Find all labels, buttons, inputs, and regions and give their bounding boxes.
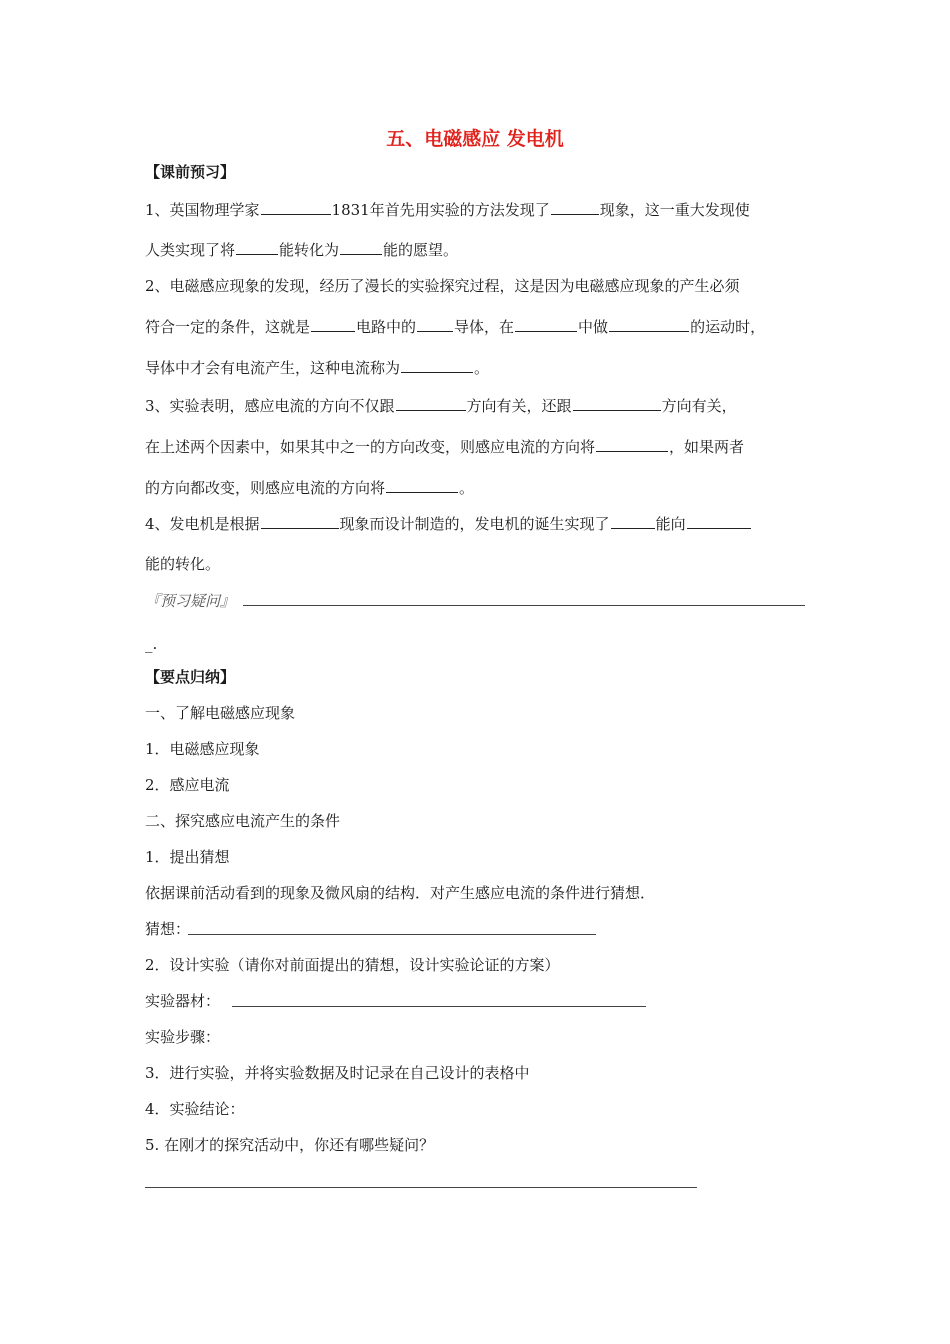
blank[interactable] — [396, 396, 466, 411]
blank[interactable] — [311, 317, 355, 332]
q1-text-f: 能的愿望。 — [383, 241, 459, 259]
blank[interactable] — [261, 514, 339, 529]
q2-text-b: 符合一定的条件，这就是 — [145, 318, 311, 336]
blank[interactable] — [573, 396, 661, 411]
q1-text-c: 现象，这一重大发现使 — [599, 201, 750, 219]
q3-line2 — [145, 437, 744, 457]
equipment-answer-line[interactable] — [232, 1006, 646, 1007]
summary-item: 一、了解电磁感应现象 — [145, 704, 296, 722]
q3-text-d: 在上述两个因素中，如果其中之一的方向改变，则感应电流的方向将 — [145, 438, 596, 456]
q3-line3 — [145, 478, 474, 498]
conclusion-label: 4．实验结论： — [145, 1100, 245, 1118]
blank[interactable] — [611, 514, 655, 529]
preview-question-label: 『预习疑问』 — [145, 592, 236, 610]
q2-text-e: 中做 — [578, 318, 609, 336]
summary-item: 2．感应电流 — [145, 776, 230, 794]
q2-text-h: 。 — [474, 359, 490, 377]
blank[interactable] — [236, 240, 278, 255]
blank[interactable] — [687, 514, 751, 529]
q3-text-e: ，如果两者 — [669, 438, 745, 456]
blank[interactable] — [515, 317, 577, 332]
q4-text-b: 现象而设计制造的，发电机的诞生实现了 — [339, 515, 610, 533]
preview-question-end: _. — [145, 635, 158, 653]
q3-text-b: 方向有关，还跟 — [466, 397, 572, 415]
q2-line1: 2、电磁感应现象的发现，经历了漫长的实验探究过程，这是因为电磁感应现象的产生必须 — [145, 277, 740, 295]
blank[interactable] — [609, 317, 689, 332]
q1-text-b: 1831年首先用实验的方法发现了 — [331, 201, 550, 219]
q3-text-a: 3、实验表明，感应电流的方向不仅跟 — [145, 397, 395, 415]
blank[interactable] — [386, 478, 458, 493]
q1-text-a: 1、英国物理学家 — [145, 201, 260, 219]
summary-item: 二、探究感应电流产生的条件 — [145, 812, 341, 830]
q4-line2: 能的转化。 — [145, 555, 221, 573]
q2-line3 — [145, 358, 489, 378]
q2-text-g: 导体中才会有电流产生，这种电流称为 — [145, 359, 401, 377]
answer-line[interactable] — [243, 605, 805, 606]
q1-line2 — [145, 240, 458, 260]
blank[interactable] — [340, 240, 382, 255]
doubt-text: 5. 在刚才的探究活动中，你还有哪些疑问？ — [145, 1136, 435, 1154]
blank[interactable] — [596, 437, 668, 452]
q4-text-a: 4、发电机是根据 — [145, 515, 260, 533]
q3-text-g: 。 — [459, 479, 475, 497]
blank[interactable] — [401, 358, 473, 373]
equipment-label: 实验器材： — [145, 992, 221, 1010]
blank[interactable] — [261, 200, 331, 215]
summary-item: 1．提出猜想 — [145, 848, 230, 866]
q3-text-c: 方向有关， — [661, 397, 737, 415]
preview-heading: 【课前预习】 — [145, 163, 236, 181]
q3-line1 — [145, 396, 737, 416]
q2-text-d: 导体，在 — [454, 318, 515, 336]
q2-text-c: 电路中的 — [356, 318, 417, 336]
q4-line1 — [145, 514, 752, 534]
summary-item: 依据课前活动看到的现象及微风扇的结构．对产生感应电流的条件进行猜想． — [145, 884, 656, 902]
q1-text-e: 能转化为 — [279, 241, 340, 259]
q1-line1 — [145, 200, 750, 220]
steps-label: 实验步骤： — [145, 1028, 221, 1046]
q1-text-d: 人类实现了将 — [145, 241, 236, 259]
blank[interactable] — [417, 317, 453, 332]
conduct-text: 3．进行实验，并将实验数据及时记录在自己设计的表格中 — [145, 1064, 530, 1082]
blank[interactable] — [551, 200, 599, 215]
page-title: 五、电磁感应 发电机 — [386, 128, 564, 150]
guess-label: 猜想： — [145, 920, 191, 938]
summary-item: 1．电磁感应现象 — [145, 740, 260, 758]
q2-line2 — [145, 317, 765, 337]
q4-text-c: 能向 — [655, 515, 686, 533]
guess-answer-line[interactable] — [188, 934, 596, 935]
q2-text-f: 的运动时， — [690, 318, 766, 336]
design-text: 2．设计实验（请你对前面提出的猜想，设计实验论证的方案） — [145, 956, 560, 974]
q3-text-f: 的方向都改变，则感应电流的方向将 — [145, 479, 386, 497]
summary-heading: 【要点归纳】 — [145, 668, 236, 686]
doubt-answer-line[interactable] — [145, 1187, 697, 1188]
